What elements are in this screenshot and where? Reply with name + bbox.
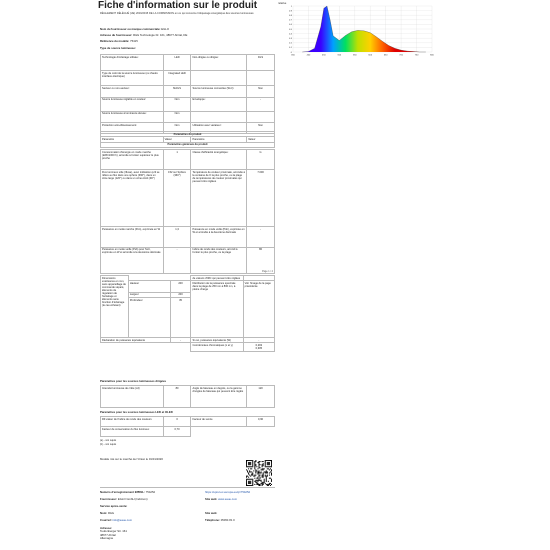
decl-label: Déclaration de puissance équivalente bbox=[101, 338, 171, 343]
y-tick-label: 0.5 bbox=[288, 28, 292, 31]
divider bbox=[100, 487, 275, 488]
section-type: Type de source lumineuse: bbox=[100, 46, 136, 50]
x-ticks bbox=[291, 55, 434, 57]
directed-table bbox=[100, 385, 275, 408]
x-tick-label: 700 bbox=[399, 54, 403, 57]
website-line: Site web: www.eaue.com bbox=[205, 497, 238, 501]
section-directed: Paramètres pour les sources lumineuses dirigées bbox=[100, 379, 167, 383]
email-link[interactable]: info@eaue.com bbox=[112, 518, 133, 522]
eprel-link[interactable]: https://eprel.ec.europa.eu/qr/754252 bbox=[205, 490, 251, 494]
table-row: Secteur ou non-secteur: MAILS Source lumineuse connectée (SLC): Non bbox=[101, 86, 275, 97]
y-ticks bbox=[289, 6, 293, 54]
table-row: Puissance en mode veille (Psb) pour SLC, exprimée en W et arrondie à la deuxième décimale - Indice de rendu des couleurs, arrondi à l'entier le plus proche, ou la plage 80 bbox=[101, 247, 275, 273]
y-tick-label: 0.2 bbox=[288, 42, 292, 45]
distribution-text: Distribution de la puissance spectrale dans la plage de 250 nm à 800 nm, à pleine charge bbox=[191, 281, 243, 338]
led-table bbox=[100, 416, 275, 437]
y-tick-label: 0 bbox=[290, 51, 292, 54]
x-tick-label: 500 bbox=[337, 54, 342, 57]
params-table bbox=[100, 131, 275, 148]
param-header-1: Paramètre bbox=[101, 137, 164, 142]
x-tick-label: 750 bbox=[414, 54, 419, 57]
table-row: Type de culot de la source lumineuse (ou d'autre interface électrique) Integrated LED bbox=[101, 71, 275, 86]
dimensions-table: Dimensions extérieures en mm, sans appareillage de commande séparé, éléments de régulation de l'éclairage et éléments sans fonction d'éclairage (le cas échéant) de valeurs d'IRC qui peuvent être réglées Hauteur 200 Distribution de la puissance spectrale dans la plage de 250 nm à 800 nm, à pleine charge Voir l'image de la page précédente Largeur 200 Profondeur 35 Déclaration de puissance équivalente - Si oui, puissance équivalente (W) - Coordonnées chromatiques (x et y) 0,293 0,305 bbox=[100, 275, 275, 352]
param-header-4: Valeur bbox=[247, 137, 275, 142]
dim-right-value: Voir l'image de la page précédente bbox=[243, 281, 274, 338]
y-tick-label: 0.3 bbox=[288, 38, 292, 40]
market-date: Modèle mis sur le marché de l'Union le 01/01/2020 bbox=[100, 457, 163, 461]
model-line: Référence du modèle: 75415 bbox=[100, 39, 138, 43]
page-number: Page 1 / 2 bbox=[262, 270, 273, 273]
registration-line: Numéro d'enregistrement EPREL: 754252 bbox=[100, 490, 156, 494]
supplier-line: Nom du fournisseur ou marque commerciale: EGLO bbox=[100, 27, 170, 31]
y-tick-label: 0.7 bbox=[288, 19, 292, 22]
service-name: Nom: R&G bbox=[100, 511, 114, 515]
page-title: Fiche d'information sur le produit bbox=[98, 0, 258, 11]
x-tick-label: 650 bbox=[383, 54, 388, 57]
table-row: Protection anti-éblouissement: Non Utilisation avec variateur: Non bbox=[101, 122, 275, 133]
y-tick-label: 0.8 bbox=[288, 15, 292, 17]
x-tick-label: 450 bbox=[322, 54, 326, 57]
continuation-text: de valeurs d'IRC qui peuvent être réglées bbox=[191, 276, 243, 281]
table-row: Source lumineuse à luminance élevée: Non bbox=[101, 111, 275, 122]
table-row: Facteur de conservation du flux lumineux 0,70 bbox=[101, 427, 275, 437]
x-tick-label: 550 bbox=[352, 54, 357, 57]
table-row: R9 valeur de l'indice de rendu des couleurs 0 Facteur de survie 0,90 bbox=[101, 417, 275, 427]
general-table bbox=[100, 149, 275, 274]
param-header-3: Paramètre bbox=[191, 137, 247, 142]
x-tick-label: 400 bbox=[306, 54, 311, 57]
type-table bbox=[100, 54, 275, 134]
table-row: Intensité lumineuse de crête (cd) 80 Angle de faisceau en degrés, ou la gamme d'angles de faisceau qui peuvent être réglés 120 bbox=[101, 386, 275, 408]
section-params: Paramètres du produit bbox=[101, 132, 275, 137]
table-row: Technologie d'éclairage utilisée: LED Non-dirigée ou dirigée: DLS bbox=[101, 55, 275, 71]
table-row: Source lumineuse réglable en couleur: Non Enveloppe: - bbox=[101, 97, 275, 111]
spectral-chart bbox=[277, 0, 437, 60]
table-row: Consommation d'énergie en mode marche (kWh/1000 h), arrondie à l'entier supérieur le plus proche 1 Classe d'efficacité énergétique: G bbox=[101, 150, 275, 170]
y-tick-label: 0.9 bbox=[288, 10, 292, 13]
param-header-2: Valeur bbox=[163, 137, 191, 142]
x-tick-label: 800 bbox=[430, 54, 434, 57]
dimensions-label: Dimensions extérieures en mm, sans appareillage de commande séparé, éléments de régulation de l'éclairage et éléments sans fonction d'éclairage (le cas échéant) bbox=[101, 276, 129, 338]
footnote-1: (a) – non requis bbox=[100, 440, 117, 442]
phone-line: Téléphone: 05454 81 0 bbox=[205, 518, 235, 522]
service-label: Service après-vente: bbox=[100, 504, 128, 508]
x-tick-label: 600 bbox=[368, 54, 373, 57]
table-row: Puissance en mode marche (Pon), exprimée en W 1,3 Puissance en mode veille (Psb), exprimée en W et arrondie à la deuxième décimale - bbox=[101, 227, 275, 247]
website-link[interactable]: www.eaue.com bbox=[218, 497, 238, 501]
section-general: Paramètres généraux du produit bbox=[101, 142, 275, 147]
footnote-2: (b) – non requis bbox=[100, 444, 117, 446]
site-label: Site web: bbox=[205, 511, 218, 515]
qr-code-icon bbox=[246, 460, 272, 486]
regulation-text: RÈGLEMENT DÉLÉGUÉ (UE) 2019/2015 DE LA COMMISSION en ce qui concerne l'étiquetage énergétique des sources lumineuses bbox=[100, 12, 254, 15]
y-tick-label: 1 bbox=[290, 5, 292, 8]
table-row: Flux lumineux utile (Φuse), avec indication qu'il se réfère au flux dans une sphère (360°), dans un cône large (120°) ou dans un cône étroit (90°) 152 sur Sphère (360°) Température de couleur proximale, arrondie à la centaine de K la plus proche, ou la plage de températures de couleur proximales qui peuvent être réglées 7.000 bbox=[101, 170, 275, 227]
y-tick-label: 0.1 bbox=[288, 47, 292, 50]
section-led: Paramètres pour les sources lumineuses LED et OLED bbox=[100, 410, 173, 414]
address-line: Adresse du fournisseur: R&G Technologie Dr. 161, 48677 Ahrtal, DE bbox=[100, 33, 188, 37]
y-tick-label: 0.6 bbox=[288, 24, 292, 27]
x-tick-label: 350 bbox=[291, 54, 295, 57]
email-line: Courriel: info@eaue.com bbox=[100, 518, 133, 522]
y-axis-label: relative bbox=[278, 2, 287, 5]
supplier-bottom: Fournisseur: EGLO GmbH (Indicium) bbox=[100, 497, 148, 501]
postal-address: Adresse: Teufenberger Str. 161 48677 Ahrtal Allemagne bbox=[100, 526, 127, 541]
y-tick-label: 0.4 bbox=[288, 33, 292, 36]
